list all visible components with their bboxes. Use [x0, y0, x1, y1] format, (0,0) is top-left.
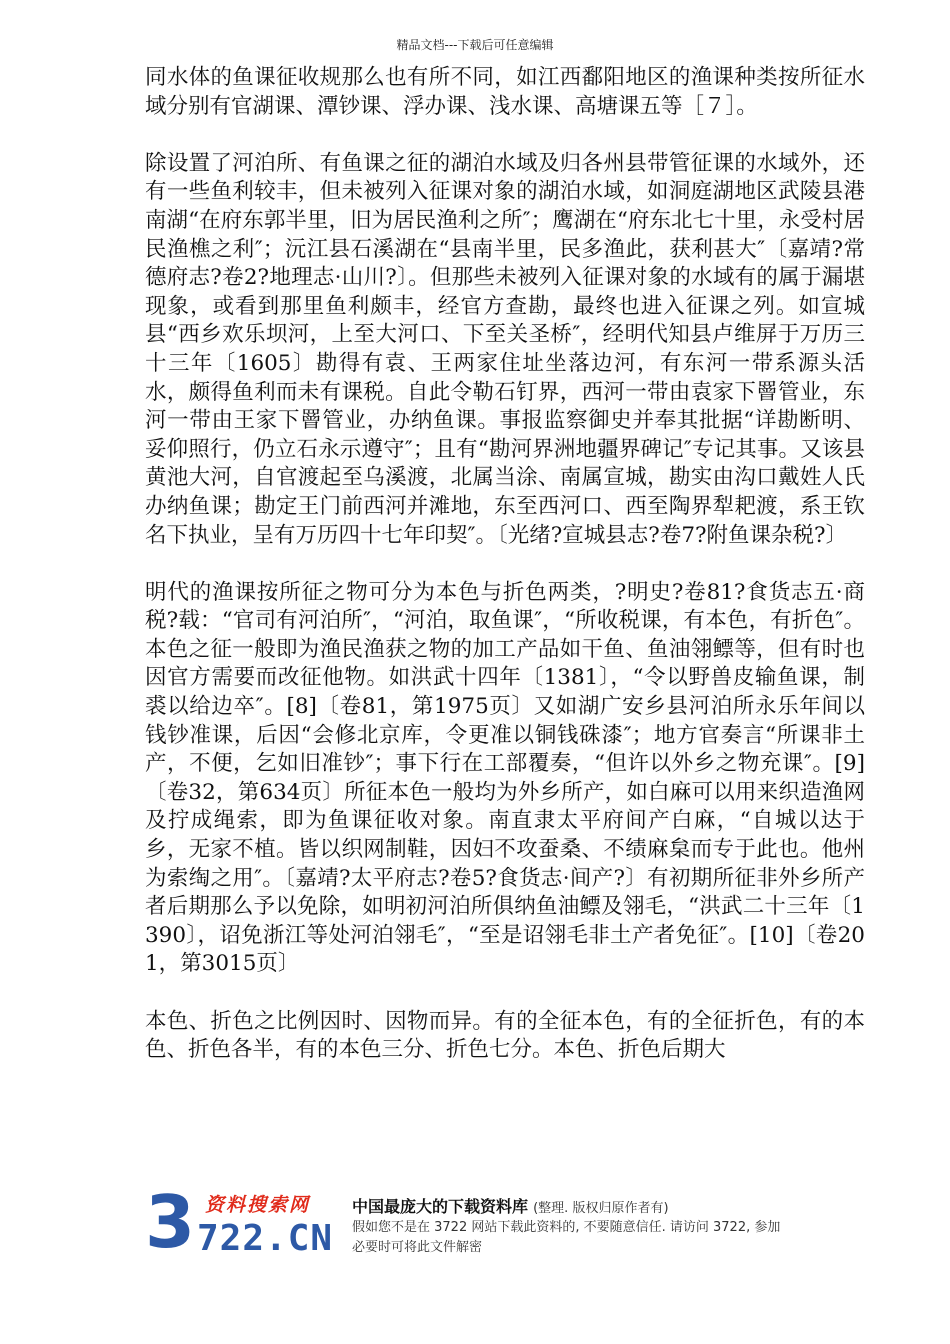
logo-tagline: 资料搜索网 [205, 1194, 311, 1216]
paragraph: 同水体的鱼课征收规那么也有所不同，如江西鄱阳地区的渔课种类按所征水域分别有官湖课、潭钞课、浮办课、浅水课、高塘课五等［７］。 [145, 65, 865, 119]
footer-title: 中国最庞大的下载资料库 [352, 1197, 529, 1216]
paragraph: 除设置了河泊所、有鱼课之征的湖泊水域及归各州县带管征课的水域外，还有一些鱼利较丰，但未被列入征课对象的湖泊水域，如洞庭湖地区武陵县港南湖“在府东郭半里，旧为居民渔利之所″；鹰湖在“府东北七十里，永受村居民渔樵之利″；沅江县石溪湖在“县南半里，民多渔此，获利甚大″〔嘉靖?常德府志?卷2?地理志·山川?〕。但那些未被列入征课对象的水域有的属于漏堪现象，或看到那里鱼利颇丰，经官方查勘，最终也进入征课之列。如宣城县“西乡欢乐坝河，上至大河口、下至关圣桥″，经明代知县卢维屏于万历三十三年〔1605〕勘得有袁、王两家住址坐落边河，有东河一带系源头活水，颇得鱼利而未有课税。自此令勒石钉界，西河一带由袁家下罾管业，东河一带由王家下罾管业，办纳鱼课。事报监察御史并奉其批据“详勘断明、妥仰照行，仍立石永示遵守″；且有“勘河界洲地疆界碑记″专记其事。又该县黄池大河，自官渡起至乌溪渡，北属当涂、南属宣城，勘实由沟口戴姓人氏办纳鱼课；勘定王门前西河并滩地，东至西河口、西至陶界犁耙渡，系王钦名下执业，呈有万历四十七年印契″。〔光绪?宣城县志?卷7?附鱼课杂税?〕 [145, 150, 865, 548]
logo-domain: 722.CN [197, 1218, 334, 1259]
site-logo [145, 1180, 340, 1266]
footer-banner [145, 1180, 865, 1266]
footer-text [352, 1194, 872, 1257]
paragraph: 本色、折色之比例因时、因物而异。有的全征本色，有的全征折色，有的本色、折色各半，有的本色三分、折色七分。本色、折色后期大 [145, 1008, 865, 1063]
document-body [145, 64, 865, 1093]
paragraph: 明代的渔课按所征之物可分为本色与折色两类，?明史?卷81?食货志五·商税?载：“官司有河泊所″，“河泊，取鱼课″，“所收税课，有本色，有折色″。本色之征一般即为渔民渔获之物的加工产品如干鱼、鱼油翎鳔等，但有时也因官方需要而改征他物。如洪武十四年〔1381〕，“令以野兽皮输鱼课，制裘以给边卒″。[8]〔卷81，第1975页〕又如湖广安乡县河泊所永乐年间以钱钞准课，后因“会修北京库，令更准以铜钱硃漆″；地方官奏言“所课非土产，不便，乞如旧准钞″；事下行在工部覆奏，“但许以外乡之物充课″。[9]〔卷32，第634页〕所征本色一般均为外乡所产，如白麻可以用来织造渔网及拧成绳索，即为鱼课征收对象。南直隶太平府间产白麻，“自城以达于乡，无家不植。皆以织网制鞋，因妇不攻蚕桑、不绩麻枲而专于此也。他州为索绹之用″。〔嘉靖?太平府志?卷5?食货志·间产?〕有初期所征非外乡所产者后期那么予以免除，如明初河泊所俱纳鱼油鳔及翎毛，“洪武二十三年〔1390〕，诏免浙江等处河泊翎毛″，“至是诏翎毛非土产者免征″。[10]〔卷201，第3015页〕 [145, 579, 865, 977]
page-header: 精品文档---下载后可任意编辑 [396, 38, 554, 52]
logo-digit: 3 [145, 1180, 196, 1264]
footer-title-note: (整理. 版权归原作者有) [533, 1201, 669, 1216]
footer-notice-line: 必要时可将此文件解密 [352, 1240, 483, 1255]
footer-notice-line: 假如您不是在 3722 网站下载此资料的, 不要随意信任. 请访问 3722, 参加 [352, 1220, 781, 1235]
